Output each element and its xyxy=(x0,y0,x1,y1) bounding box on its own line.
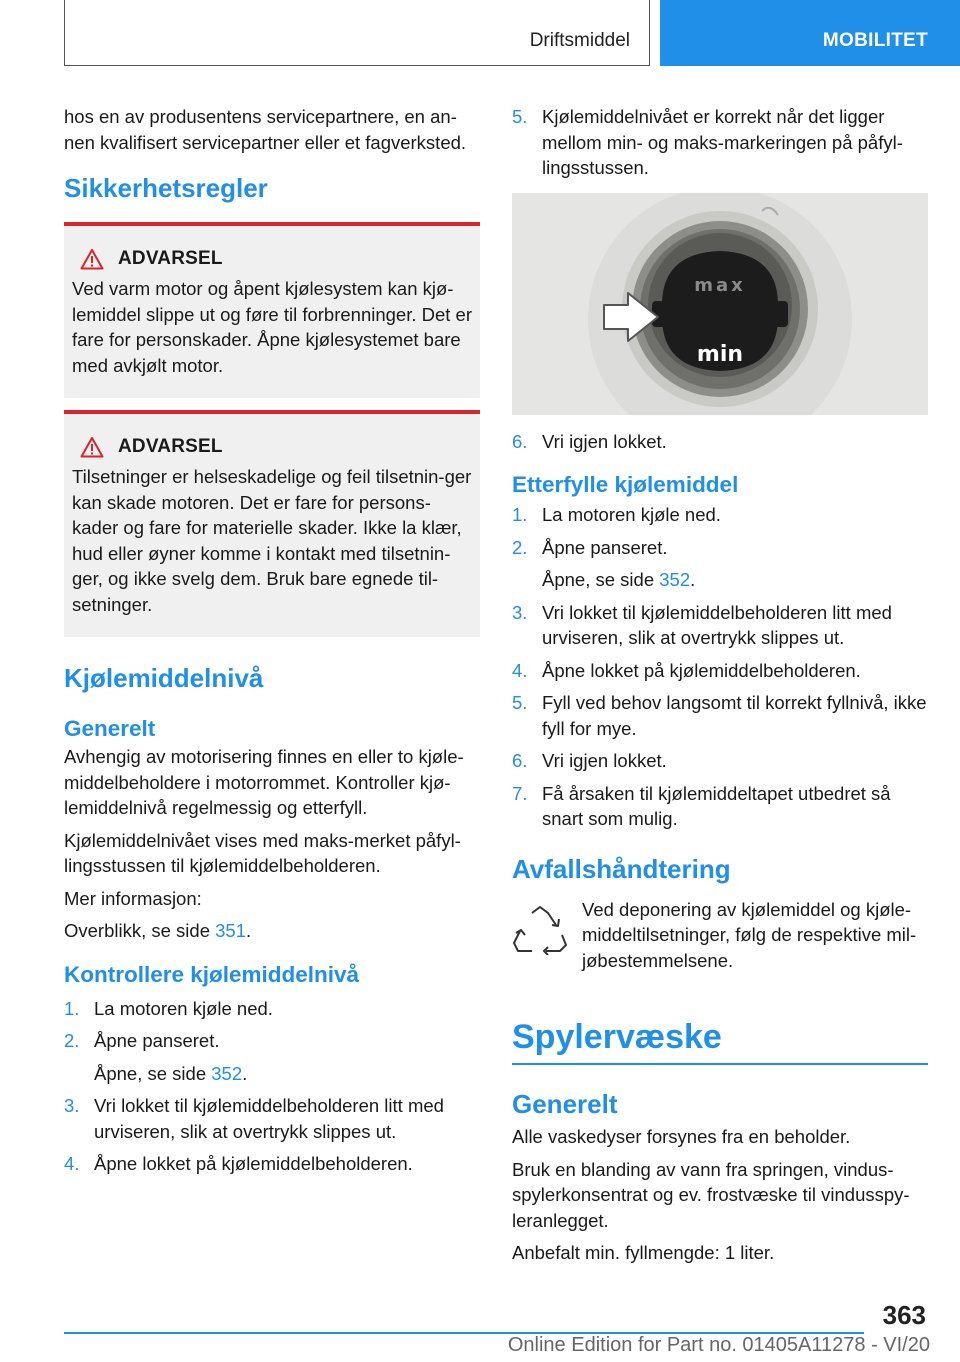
washer-heading: Spylervæske xyxy=(512,1018,722,1056)
list-item: 3. Vri lokket til kjølemiddelbeholderen litt med urviseren, slik at overtrykk slippes ut. xyxy=(512,601,892,648)
coolant-filler-photo xyxy=(512,193,928,415)
chapter-tab[interactable] xyxy=(660,0,960,66)
page-header xyxy=(0,0,960,66)
refill-steps-list xyxy=(512,502,928,832)
washer-heading-block xyxy=(512,1018,928,1065)
warning-title: ADVARSEL xyxy=(118,436,223,457)
warning-box-hot-engine xyxy=(64,222,480,398)
overview-page-link[interactable]: 351 xyxy=(215,920,247,941)
disposal-text: Ved deponering av kjølemiddel og kjøle-middeltilsetninger, følg de respektive mil-jøbestemmelsene. xyxy=(582,898,917,971)
edition-info: Online Edition for Part no. 01405A11278 - VI/20 xyxy=(507,1334,930,1356)
left-column xyxy=(64,104,480,1184)
washer-paragraph-1: Alle vaskedyser forsynes fra en beholder. xyxy=(512,1126,851,1147)
check-heading: Kontrollere kjølemiddelnivå xyxy=(64,961,360,987)
recycle-icon xyxy=(512,897,568,981)
list-item: 4. Åpne lokket på kjølemiddelbeholderen. xyxy=(512,659,861,681)
list-item: 1. La motoren kjøle ned. xyxy=(64,997,273,1019)
more-info-label: Mer informasjon: xyxy=(64,887,202,909)
warning-text: Tilsetninger er helseskadelige og feil tilsetnin-ger kan skade motoren. Det er fare for persons-kader og fare for materielle skader. Ikke la klær, hud eller øyner komme i kontakt med tilsetnin-ger, og ikke svelg dem. Bruk bare egnede til-setninger. xyxy=(72,466,472,615)
list-item: 1. La motoren kjøle ned. xyxy=(512,504,721,525)
washer-paragraph-3: Anbefalt min. fyllmengde: 1 liter. xyxy=(512,1242,775,1263)
washer-general-heading: Generelt xyxy=(512,1089,618,1119)
overview-reference: Overblikk, se side 351. xyxy=(64,920,252,941)
list-item: 2. Åpne panseret. Åpne, se side 352. xyxy=(64,1028,480,1086)
warning-triangle-icon xyxy=(80,436,104,458)
disposal-note xyxy=(512,897,928,981)
section-title: Driftsmiddel xyxy=(529,30,630,51)
list-item: 3. Vri lokket til kjølemiddelbeholderen litt med urviseren, slik at overtrykk slippes ut. xyxy=(64,1095,444,1142)
page-link[interactable]: 352 xyxy=(211,1062,243,1084)
list-item: 4. Åpne lokket på kjølemiddelbeholderen. xyxy=(64,1153,413,1174)
coolant-filler-illustration xyxy=(512,193,928,415)
warning-title: ADVARSEL xyxy=(118,248,223,269)
warning-triangle-icon xyxy=(80,248,104,270)
page-footer xyxy=(0,1300,960,1362)
list-item: 5. Fyll ved behov langsomt til korrekt fyllnivå, ikke fyll for mye. xyxy=(512,692,927,739)
warning-box-additives xyxy=(64,410,480,637)
page-reference: Åpne, se side 352. xyxy=(542,569,696,590)
list-item: 5. Kjølemiddelnivået er korrekt når det ligger mellom min- og maks-markeringen på påfyl-lingsstussen. xyxy=(512,106,903,178)
coolant-level-heading: Kjølemiddelnivå xyxy=(64,663,264,693)
chapter-tab-label: MOBILITET xyxy=(822,30,928,51)
safety-heading: Sikkerhetsregler xyxy=(64,173,268,203)
right-column xyxy=(512,104,928,1273)
max-marker-label: max xyxy=(694,274,746,296)
min-marker-label: min xyxy=(696,341,744,367)
list-item: 2. Åpne panseret. Åpne, se side 352. xyxy=(512,535,928,593)
washer-paragraph-2: Bruk en blanding av vann fra springen, vindus-spylerkonsentrat og ev. frostvæske til vindusspy-leranlegget. xyxy=(512,1158,910,1231)
intro-paragraph: hos en av produsentens servicepartnere, en an-nen kvalifisert servicepartner eller et fagverksted. xyxy=(64,106,467,153)
general-heading: Generelt xyxy=(64,716,156,741)
general-paragraph-2: Kjølemiddelnivået vises med maks-merket påfyl-lingsstussen til kjølemiddelbeholderen. xyxy=(64,829,461,876)
general-paragraph-1: Avhengig av motorisering finnes en eller to kjøle-middelbeholdere i motorrommet. Kontroller kjø-lemiddelnivå regelmessig og etterfyll. xyxy=(64,746,464,818)
check-steps-final xyxy=(512,429,928,455)
warning-title-row xyxy=(72,436,472,458)
list-item: 6. Vri igjen lokket. xyxy=(512,750,667,771)
page-reference: Åpne, se side 352. xyxy=(94,1062,248,1084)
warning-text: Ved varm motor og åpent kjølesystem kan kjø-lemiddel slippe ut og føre til forbrenninger. Det er fare for personskader. Åpne kjølesystemet bare med avkjølt motor. xyxy=(72,278,473,376)
check-steps-continued xyxy=(512,104,928,181)
page-link[interactable]: 352 xyxy=(659,569,691,590)
list-item: 7. Få årsaken til kjølemiddeltapet utbedret så snart som mulig. xyxy=(512,782,891,829)
disposal-heading: Avfallshåndtering xyxy=(512,853,731,884)
warning-title-row xyxy=(72,248,472,270)
refill-heading: Etterfylle kjølemiddel xyxy=(512,472,739,497)
check-steps-list xyxy=(64,996,480,1177)
page-number: 363 xyxy=(882,1300,926,1330)
list-item: 6. Vri igjen lokket. xyxy=(512,430,667,452)
